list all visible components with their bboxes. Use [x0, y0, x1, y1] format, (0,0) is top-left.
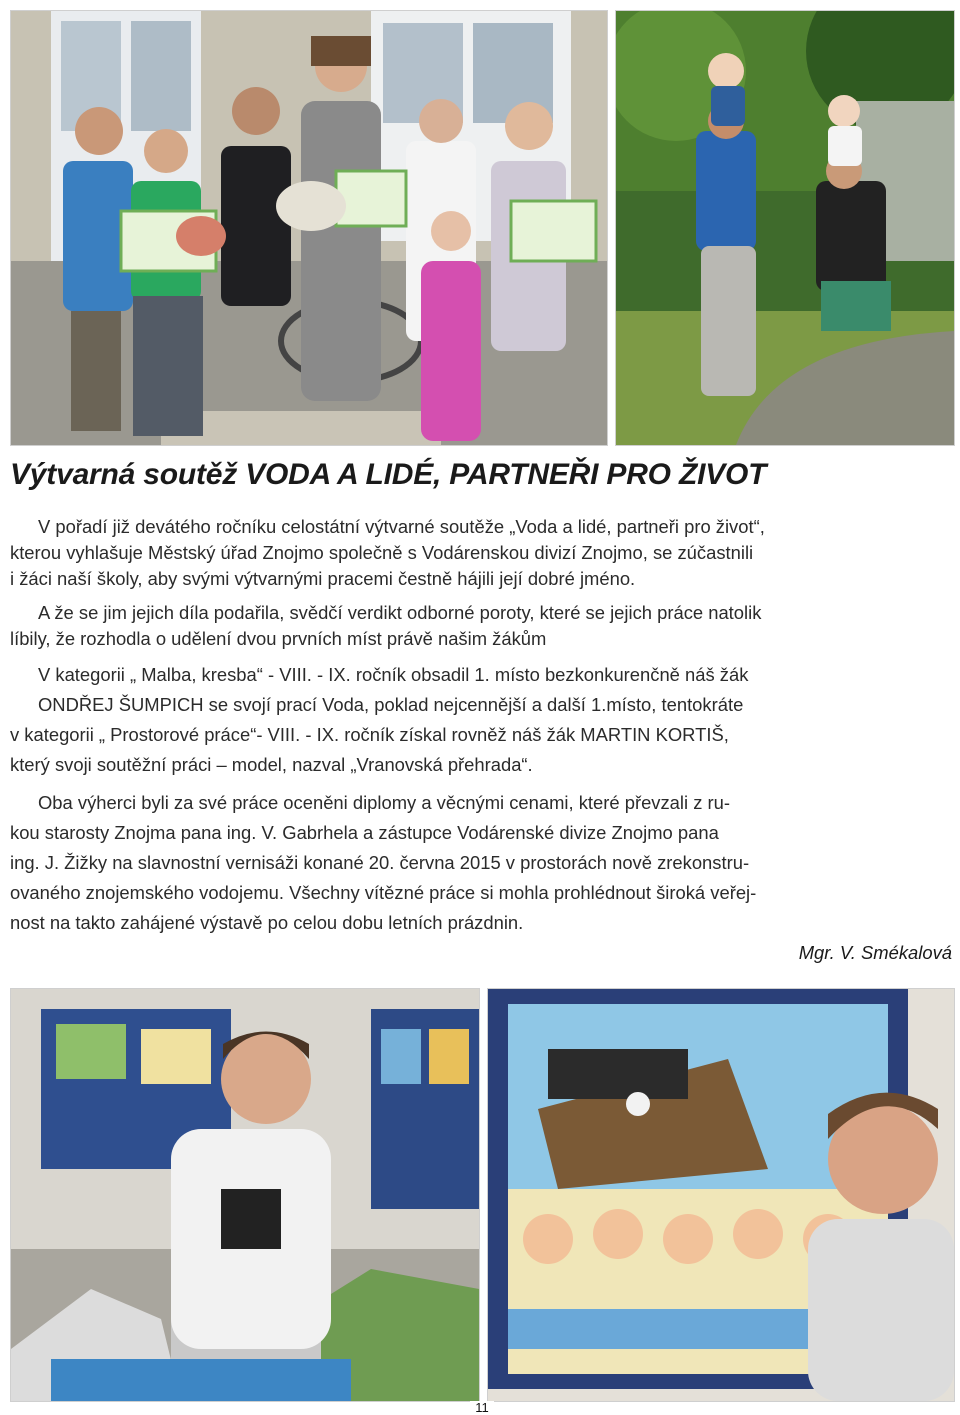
article-body — [10, 514, 952, 938]
page-number: 11 — [470, 1401, 494, 1415]
text-line: V kategorii „ Malba, kresba“ - VIII. - IX. ročník obsadil 1. místo bezkonkurenčně náš žák — [38, 664, 749, 685]
text-line: líbily, že rozhodla o udělení dvou prvních míst právě našim žákům — [10, 628, 547, 649]
text-line: který svoji soutěžní práci – model, nazval „Vranovská přehrada“. — [10, 754, 533, 775]
photo-family-walk-image — [616, 11, 954, 445]
text-line: nost na takto zahájené výstavě po celou dobu letních prázdnin. — [10, 912, 524, 933]
text-line: Oba výherci byli za své práce oceněni diplomy a věcnými cenami, které převzali z ru- — [38, 792, 730, 813]
text-line: kterou vyhlašuje Městský úřad Znojmo společně s Vodárenskou divizí Znojmo, se zúčastnili — [10, 542, 754, 563]
photo-boy-with-model — [10, 988, 480, 1402]
text-line: V pořadí již devátého ročníku celostátní výtvarné soutěže „Voda a lidé, partneři pro život“, — [38, 516, 765, 537]
text-line: v kategorii „ Prostorové práce“- VIII. - IX. ročník získal rovněž náš žák MARTIN KORTIŠ, — [10, 724, 729, 745]
text-line: ONDŘEJ ŠUMPICH se svojí prací Voda, poklad nejcennější a další 1.místo, tentokráte — [38, 694, 744, 715]
text-line: ing. J. Žižky na slavnostní vernisáži konané 20. června 2015 v prostorách nově zrekonstru- — [10, 852, 750, 873]
article-paragraph-3 — [10, 660, 952, 780]
article-headline: Výtvarná soutěž VODA A LIDÉ, PARTNEŘI PRO ŽIVOT — [10, 458, 767, 491]
photo-award-ceremony-image — [11, 11, 607, 445]
text-line: A že se jim jejich díla podařila, svědčí verdikt odborné poroty, které se jejich práce natolik — [38, 602, 762, 623]
text-line: kou starosty Znojma pana ing. V. Gabrhela a zástupce Vodárenské divize Znojmo pana — [10, 822, 719, 843]
photo-family-walk — [615, 10, 955, 446]
photo-boy-with-painting-image — [488, 989, 954, 1401]
text-line: i žáci naší školy, aby svými výtvarnými pracemi čestně hájili její dobré jméno. — [10, 568, 636, 589]
article-paragraph-2 — [10, 600, 952, 652]
article-paragraph-1 — [10, 514, 952, 592]
author-signature: Mgr. V. Smékalová — [798, 942, 952, 963]
article-paragraph-4 — [10, 788, 952, 938]
photo-boy-with-model-image — [11, 989, 479, 1401]
photo-boy-with-painting — [487, 988, 955, 1402]
photo-award-ceremony — [10, 10, 608, 446]
text-line: ovaného znojemského vodojemu. Všechny vítězné práce si mohla prohlédnout široká veřej- — [10, 882, 757, 903]
